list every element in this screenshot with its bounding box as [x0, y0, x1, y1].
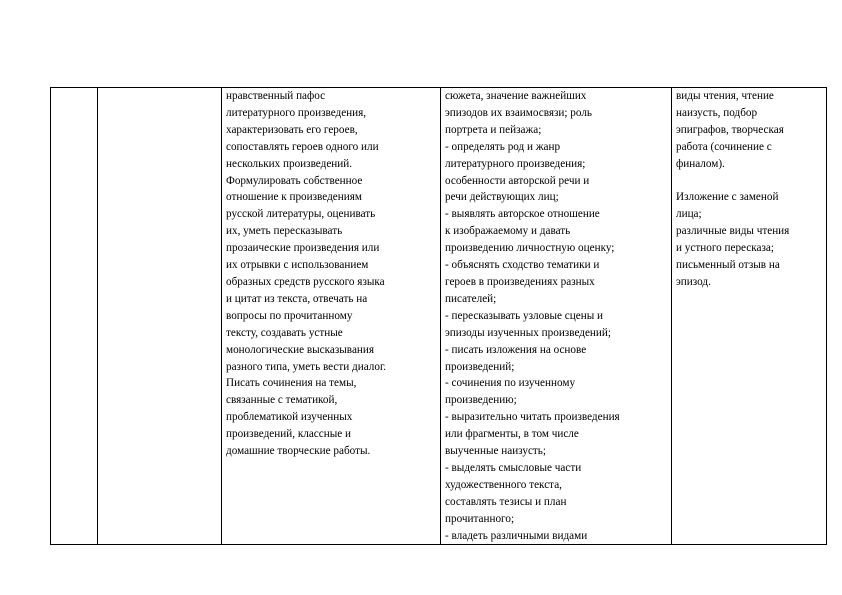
text-line: - писать изложения на основе — [445, 343, 587, 356]
text-line: портрета и пейзажа; — [445, 123, 542, 136]
table-cell-topic — [98, 88, 222, 545]
text-line: литературного произведения; — [445, 157, 586, 170]
text-line: выученные наизусть; — [445, 445, 547, 458]
text-line: характеризовать его героев, — [226, 123, 358, 136]
text-line: составлять тезисы и план — [445, 495, 567, 508]
text-line: произведений, классные и — [226, 428, 351, 441]
text-line: произведению личностную оценку; — [445, 242, 615, 255]
text-line: различные виды чтения — [676, 225, 790, 238]
text-line: работа (сочинение с — [676, 140, 772, 153]
requirements-text — [226, 88, 440, 460]
text-line: литературного произведения, — [226, 106, 367, 119]
text-line: - сочинения по изученному — [445, 377, 576, 390]
text-line: русской литературы, оценивать — [226, 208, 376, 221]
table-cell-requirements — [222, 88, 441, 545]
activities-text — [676, 88, 826, 291]
text-line: эпизодов их взаимосвязи; роль — [445, 106, 593, 119]
text-line: и цитат из текста, отвечать на — [226, 292, 368, 305]
text-line: нескольких произведений. — [226, 157, 353, 170]
text-line: - пересказывать узловые сцены и — [445, 309, 604, 322]
text-line: эпизод. — [676, 275, 711, 288]
text-line: разного типа, уметь вести диалог. — [226, 360, 387, 373]
text-line: речи действующих лиц; — [445, 191, 559, 204]
text-line: сюжета, значение важнейших — [445, 90, 587, 102]
text-line: виды чтения, чтение — [676, 90, 774, 102]
text-line: нравственный пафос — [226, 90, 326, 102]
text-line: произведению; — [445, 394, 517, 407]
text-line: прозаические произведения или — [226, 242, 380, 255]
text-line: и устного пересказа; — [676, 242, 774, 255]
text-line: сопоставлять героев одного или — [226, 140, 379, 153]
table-cell-activities — [672, 88, 827, 545]
text-line: письменный отзыв на — [676, 259, 780, 272]
text-line: - выявлять авторское отношение — [445, 208, 600, 221]
text-line: прочитанного; — [445, 512, 515, 525]
table-row — [51, 88, 827, 545]
text-line: героев в произведениях разных — [445, 275, 595, 288]
text-line: произведений; — [445, 360, 515, 373]
text-line: образных средств русского языка — [226, 275, 385, 288]
text-line: эпиграфов, творческая — [676, 123, 784, 136]
text-line: к изображаемому и давать — [445, 225, 571, 238]
text-line: - выделять смысловые части — [445, 461, 582, 474]
table-cell-skills — [441, 88, 672, 545]
text-line: - владеть различными видами — [445, 529, 588, 542]
text-line: связанные с тематикой, — [226, 394, 338, 407]
text-line: - определять род и жанр — [445, 140, 561, 153]
text-line: Изложение с заменой — [676, 191, 779, 204]
text-line: - выразительно читать произведения — [445, 411, 620, 424]
text-line: финалом). — [676, 157, 725, 170]
text-line: домашние творческие работы. — [226, 445, 371, 458]
text-line: - объяснять сходство тематики и — [445, 259, 600, 272]
text-line: их, уметь пересказывать — [226, 225, 343, 238]
text-line: вопросы по прочитанному — [226, 309, 353, 322]
text-line: Формулировать собственное — [226, 174, 363, 187]
text-line: Писать сочинения на темы, — [226, 377, 357, 390]
text-line: отношение к произведениям — [226, 191, 362, 204]
text-line: тексту, создавать устные — [226, 326, 343, 339]
text-line: особенности авторской речи и — [445, 174, 590, 187]
text-line: писателей; — [445, 292, 497, 305]
text-line: их отрывки с использованием — [226, 259, 369, 272]
text-line: эпизоды изученных произведений; — [445, 326, 611, 339]
content-table — [50, 87, 827, 545]
text-line: монологические высказывания — [226, 343, 375, 356]
text-line: художественного текста, — [445, 478, 562, 491]
skills-text — [445, 88, 671, 544]
text-line: наизусть, подбор — [676, 106, 758, 119]
text-line: лица; — [676, 208, 702, 221]
table-cell-number — [51, 88, 98, 545]
text-line: проблематикой изученных — [226, 411, 353, 424]
text-line: или фрагменты, в том числе — [445, 428, 579, 441]
text-line — [676, 173, 826, 190]
